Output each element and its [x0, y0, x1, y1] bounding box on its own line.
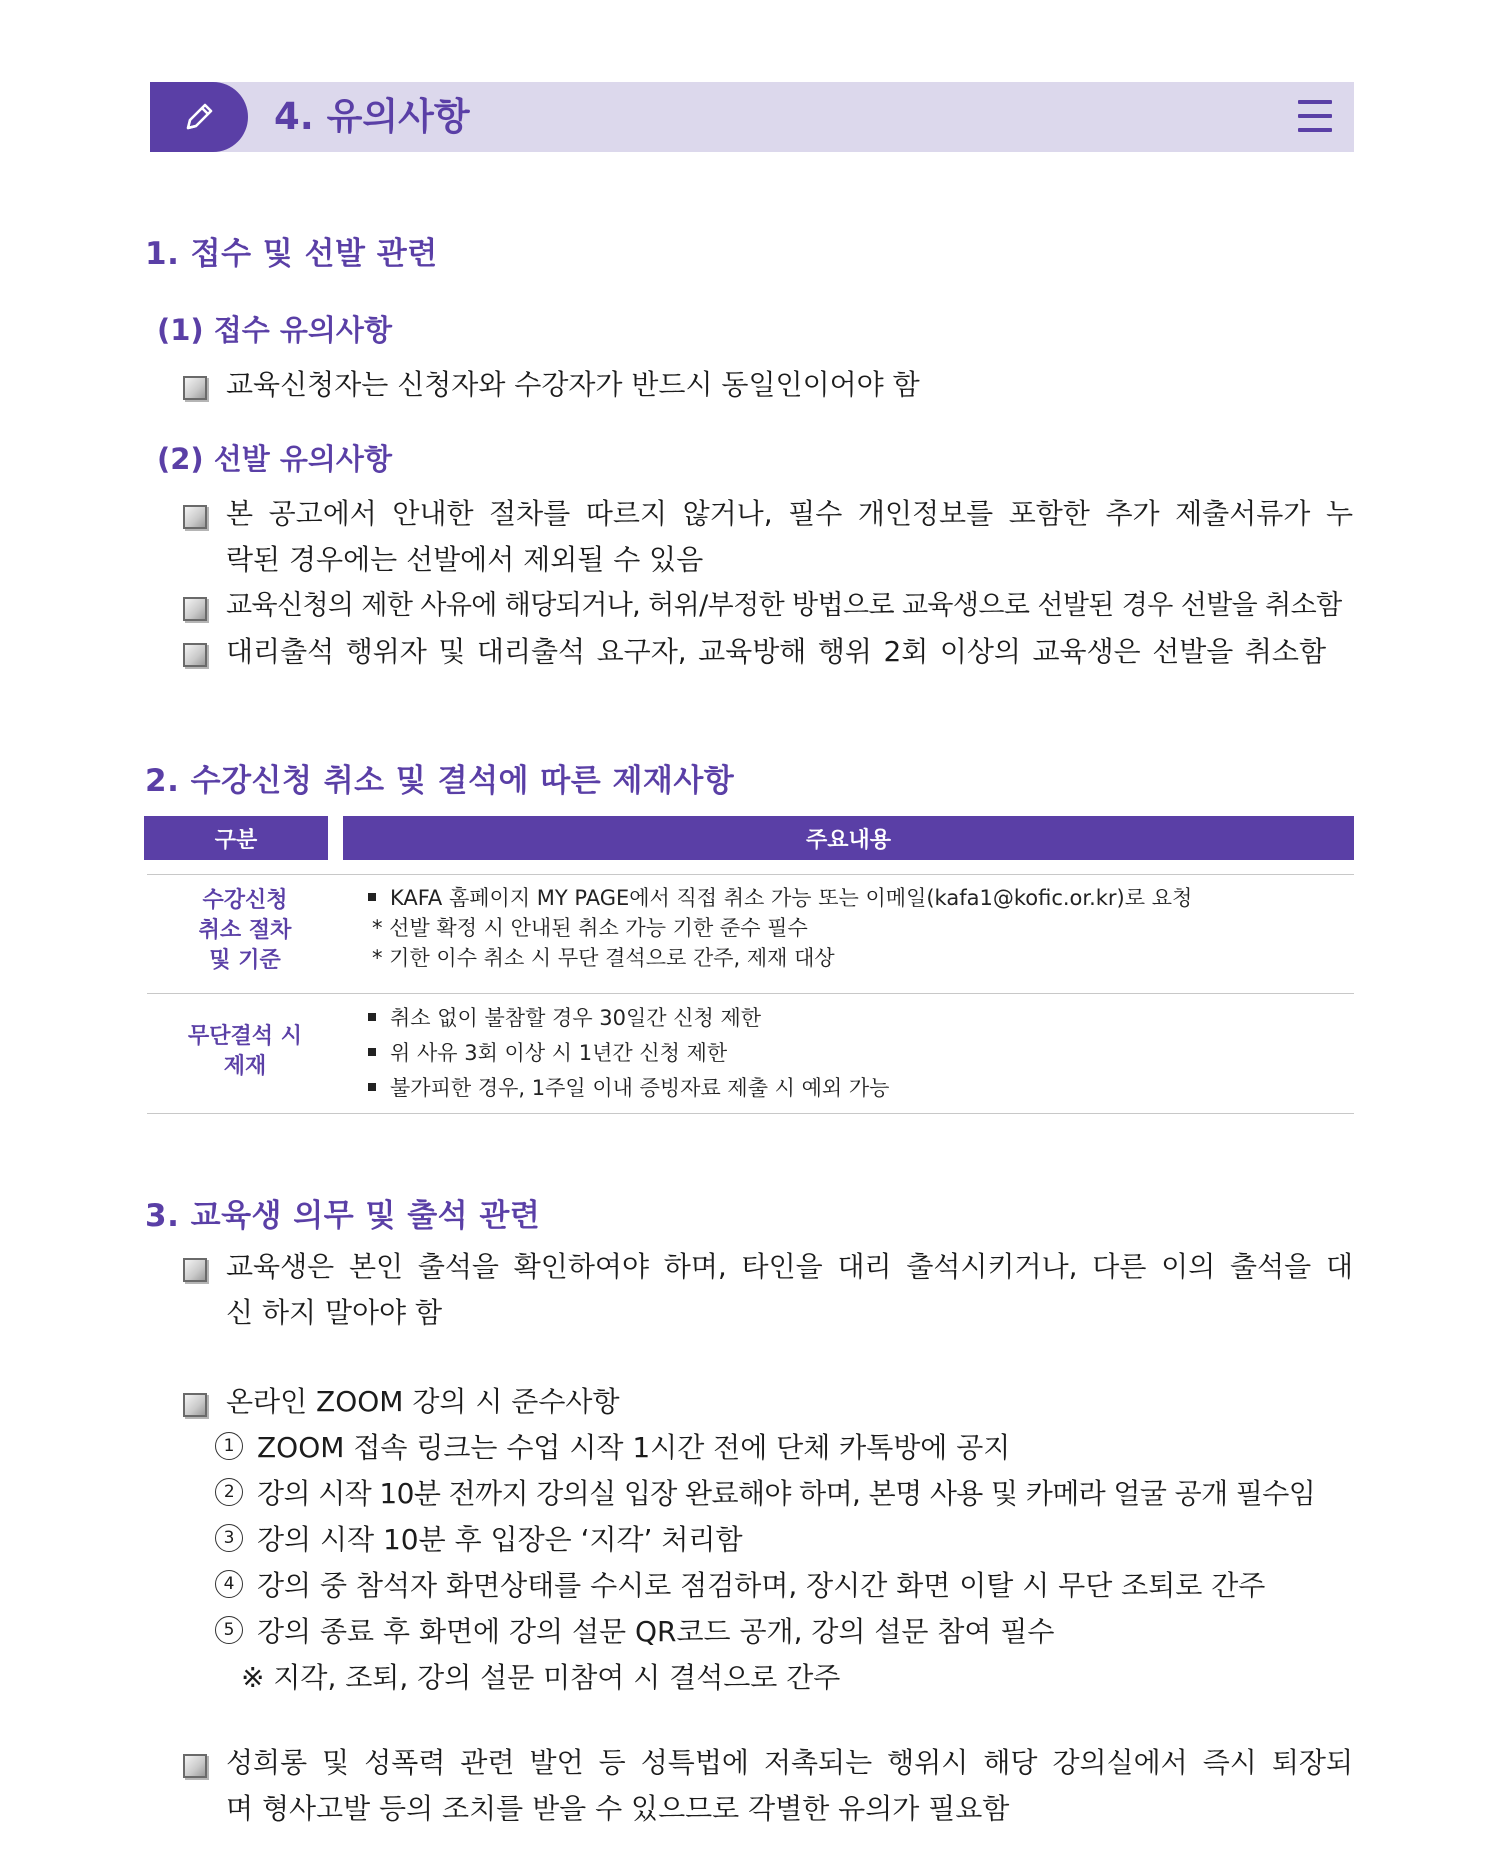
- table-header-category: 구분: [144, 816, 328, 860]
- checkbox-bullet-icon: [183, 1393, 207, 1417]
- table-cell-line: 위 사유 3회 이상 시 1년간 신청 제한: [368, 1036, 889, 1071]
- table-row-category: 수강신청 취소 절차 및 기준: [198, 888, 292, 973]
- circled-number-icon: 2: [215, 1478, 243, 1506]
- list-item: 온라인 ZOOM 강의 시 준수사항: [183, 1379, 1353, 1425]
- table-cell-line: 불가피한 경우, 1주일 이내 증빙자료 제출 시 예외 가능: [368, 1071, 889, 1106]
- section3-title: 3. 교육생 의무 및 출석 관련: [145, 1198, 541, 1234]
- checkbox-bullet-icon: [183, 597, 207, 621]
- numbered-item: 5 강의 종료 후 화면에 강의 설문 QR코드 공개, 강의 설문 참여 필수: [215, 1609, 1315, 1655]
- checkbox-bullet-icon: [183, 376, 207, 400]
- square-bullet-icon: [368, 893, 376, 901]
- numbered-item: 1 ZOOM 접속 링크는 수업 시작 1시간 전에 단체 카톡방에 공지: [215, 1425, 1315, 1471]
- pencil-icon: [179, 97, 219, 137]
- square-bullet-icon: [368, 1048, 376, 1056]
- square-bullet-icon: [368, 1083, 376, 1091]
- table-divider: [147, 1113, 1354, 1114]
- checkbox-bullet-icon: [183, 1754, 207, 1778]
- sec1-sub1-title: (1) 접수 유의사항: [157, 313, 392, 347]
- numbered-item: 3 강의 시작 10분 후 입장은 ‘지각’ 처리함: [215, 1517, 1315, 1563]
- circled-number-icon: 4: [215, 1570, 243, 1598]
- table-cell-line: * 선발 확정 시 안내된 취소 가능 기한 준수 필수: [372, 916, 808, 940]
- banner-icon-box: [150, 82, 248, 152]
- list-item: 본 공고에서 안내한 절차를 따르지 않거나, 필수 개인정보를 포함한 추가 제출서류가 누 락된 경우에는 선발에서 제외될 수 있음: [183, 491, 1353, 583]
- table-row-content: [368, 883, 1192, 973]
- table-row-content: [368, 1001, 889, 1106]
- checkbox-bullet-icon: [183, 1258, 207, 1282]
- numbered-item: 4 강의 중 참석자 화면상태를 수시로 점검하며, 장시간 화면 이탈 시 무단 조퇴로 간주: [215, 1563, 1315, 1609]
- numbered-list: [215, 1425, 1315, 1701]
- circled-number-icon: 1: [215, 1432, 243, 1460]
- checkbox-bullet-icon: [183, 505, 207, 529]
- list-item: 교육생은 본인 출석을 확인하여야 하며, 타인을 대리 출석시키거나, 다른 이의 출석을 대 신 하지 말아야 함: [183, 1244, 1353, 1336]
- table-divider: [147, 874, 1354, 875]
- note-text: ※ 지각, 조퇴, 강의 설문 미참여 시 결석으로 간주: [241, 1661, 841, 1694]
- banner-title: 4. 유의사항: [274, 95, 470, 138]
- table-header-content: 주요내용: [343, 816, 1354, 860]
- table-cell-line: KAFA 홈페이지 MY PAGE에서 직접 취소 가능 또는 이메일(kafa1@kofic.or.kr)로 요청: [368, 883, 1192, 913]
- circled-number-icon: 3: [215, 1524, 243, 1552]
- list-item: 교육신청의 제한 사유에 해당되거나, 허위/부정한 방법으로 교육생으로 선발된 경우 선발을 취소함: [183, 583, 1353, 629]
- list-item: 교육신청자는 신청자와 수강자가 반드시 동일인이어야 함: [183, 362, 1353, 408]
- section1-title: 1. 접수 및 선발 관련: [145, 236, 438, 272]
- square-bullet-icon: [368, 1013, 376, 1021]
- table-cell-line: 취소 없이 불참할 경우 30일간 신청 제한: [368, 1001, 889, 1036]
- list-item: 대리출석 행위자 및 대리출석 요구자, 교육방해 행위 2회 이상의 교육생은 선발을 취소함: [183, 629, 1353, 675]
- list-item: 성희롱 및 성폭력 관련 발언 등 성특법에 저촉되는 행위시 해당 강의실에서 즉시 퇴장되 며 형사고발 등의 조치를 받을 수 있으므로 각별한 유의가 필요함: [183, 1740, 1353, 1832]
- sec1-sub2-title: (2) 선발 유의사항: [157, 442, 392, 476]
- hamburger-icon[interactable]: [1298, 98, 1334, 134]
- table-divider: [147, 993, 1354, 994]
- checkbox-bullet-icon: [183, 643, 207, 667]
- table-cell-line: * 기한 이수 취소 시 무단 결석으로 간주, 제재 대상: [372, 946, 835, 970]
- circled-number-icon: 5: [215, 1616, 243, 1644]
- numbered-item: 2 강의 시작 10분 전까지 강의실 입장 완료해야 하며, 본명 사용 및 카메라 얼굴 공개 필수임: [215, 1471, 1315, 1517]
- table-row-category: 무단결석 시 제재: [188, 1024, 302, 1079]
- section2-title: 2. 수강신청 취소 및 결석에 따른 제재사항: [145, 763, 735, 799]
